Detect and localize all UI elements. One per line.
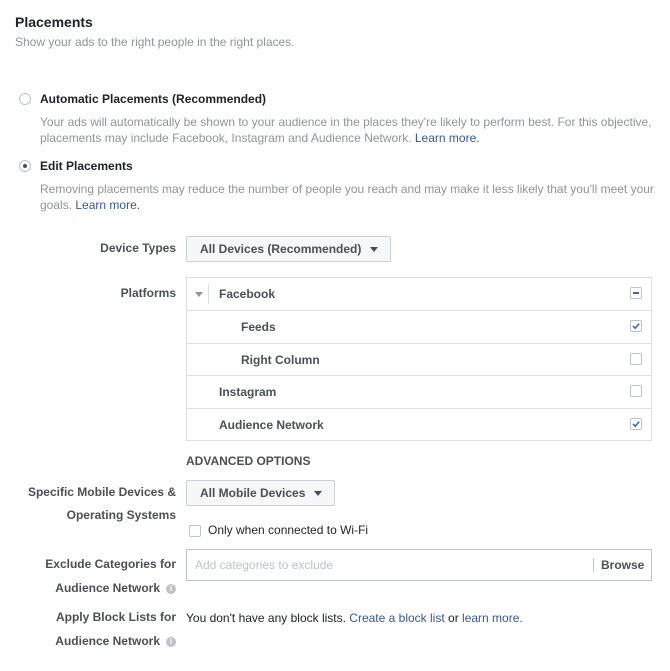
mobile-devices-value: All Mobile Devices: [200, 486, 306, 500]
device-types-label: Device Types: [100, 241, 176, 255]
collapse-triangle-icon[interactable]: [195, 292, 203, 297]
platform-feeds-label: Feeds: [241, 320, 276, 335]
advanced-options-heading: ADVANCED OPTIONS: [186, 454, 311, 468]
row-divider: [208, 284, 209, 304]
exclude-categories-field[interactable]: [186, 549, 652, 581]
mobile-devices-dropdown[interactable]: [186, 480, 335, 506]
platform-row-right-column[interactable]: [187, 343, 651, 375]
right-column-checkbox[interactable]: [630, 353, 642, 365]
facebook-checkbox-indeterminate[interactable]: [630, 287, 642, 299]
exclude-categories-label-text: Audience Network: [55, 581, 160, 595]
instagram-checkbox[interactable]: [630, 385, 642, 397]
device-types-value: All Devices (Recommended): [200, 242, 362, 256]
platform-row-instagram[interactable]: [187, 375, 651, 407]
mobile-devices-label-line2: Operating Systems: [66, 508, 176, 522]
chevron-down-icon: [314, 491, 322, 496]
platform-audience-network-label: Audience Network: [219, 417, 324, 432]
audience-network-checkbox[interactable]: [630, 418, 642, 430]
wifi-only-label[interactable]: Only when connected to Wi-Fi: [208, 523, 369, 537]
block-lists-or: or: [448, 611, 459, 625]
mobile-devices-label-line1: Specific Mobile Devices &: [27, 485, 176, 499]
info-icon[interactable]: i: [166, 637, 176, 647]
wifi-only-checkbox[interactable]: [189, 525, 201, 537]
edit-description-text: Removing placements may reduce the number of people you reach and may make it less likely that you'll meet your goals.: [40, 182, 654, 212]
page-subtitle: Show your ads to the right people in the right places.: [15, 35, 295, 49]
platform-row-facebook[interactable]: [187, 278, 651, 310]
block-lists-label-line2: [0, 629, 176, 653]
browse-button[interactable]: Browse: [601, 558, 645, 572]
exclude-categories-label-line2: [0, 576, 176, 600]
exclude-categories-label-line1: Exclude Categories for: [45, 557, 176, 571]
info-icon[interactable]: i: [166, 584, 176, 594]
browse-divider: [593, 558, 594, 572]
block-lists-label-line1: Apply Block Lists for: [55, 610, 176, 624]
automatic-placements-description: [40, 114, 655, 146]
edit-placements-radio[interactable]: [19, 160, 31, 172]
edit-placements-description: [40, 181, 655, 213]
block-lists-text: You don't have any block lists.: [186, 611, 346, 625]
chevron-down-icon: [370, 247, 378, 252]
platform-row-audience-network[interactable]: [187, 408, 651, 440]
block-lists-label-text: Audience Network: [55, 634, 160, 648]
automatic-description-text: Your ads will automatically be shown to your audience in the places they're likely to perform best. For this objective, placements may include Facebook, Instagram and Audience Network.: [40, 115, 652, 145]
block-lists-message: [186, 611, 523, 625]
platform-right-column-label: Right Column: [241, 352, 320, 367]
platforms-label: Platforms: [120, 286, 176, 300]
platforms-table: [186, 277, 652, 441]
edit-learn-more-link[interactable]: Learn more.: [75, 198, 141, 212]
exclude-categories-input[interactable]: [195, 556, 585, 574]
automatic-placements-radio[interactable]: [19, 93, 31, 105]
device-types-dropdown[interactable]: [186, 236, 391, 262]
platform-facebook-label: Facebook: [219, 287, 276, 301]
block-lists-learn-more-link[interactable]: learn more.: [462, 611, 523, 625]
page-title: Placements: [15, 14, 93, 30]
create-block-list-link[interactable]: Create a block list: [349, 611, 445, 625]
edit-placements-label[interactable]: Edit Placements: [40, 159, 133, 173]
automatic-learn-more-link[interactable]: Learn more.: [414, 131, 480, 145]
platform-instagram-label: Instagram: [219, 385, 277, 400]
platform-row-feeds[interactable]: [187, 310, 651, 342]
automatic-placements-label[interactable]: Automatic Placements (Recommended): [40, 92, 267, 106]
feeds-checkbox[interactable]: [630, 320, 642, 332]
